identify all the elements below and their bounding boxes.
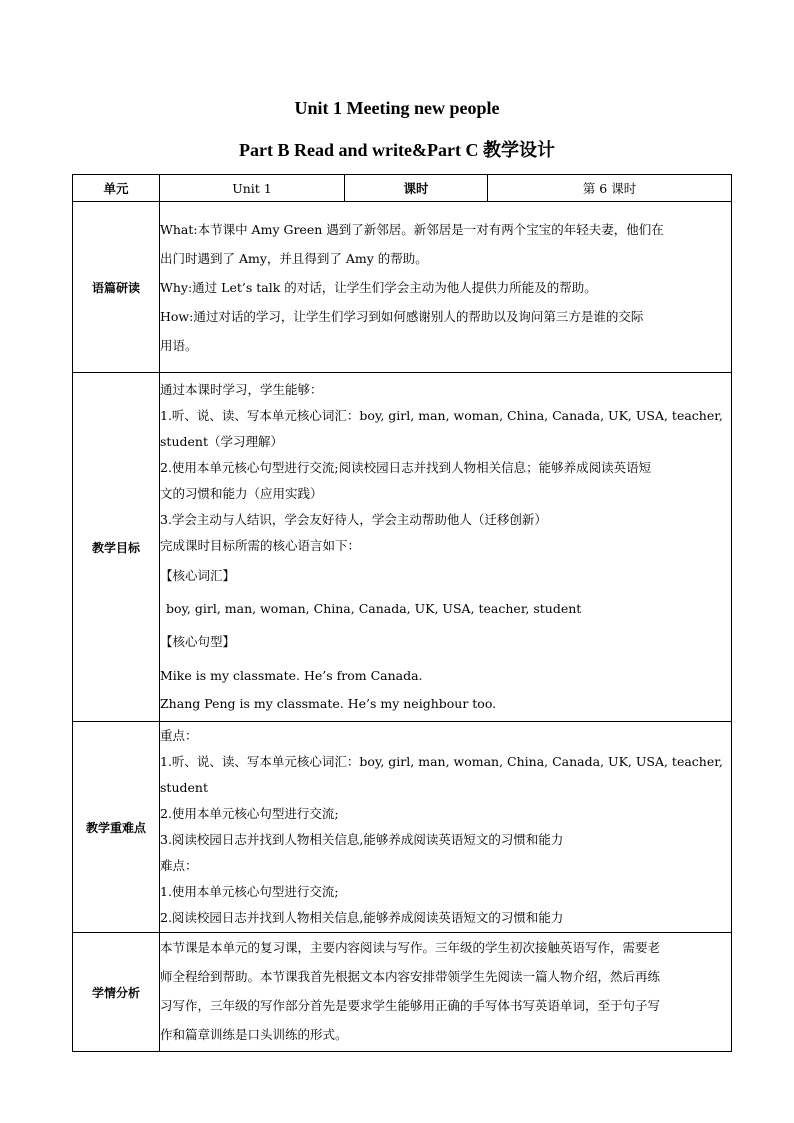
document-title: Unit 1 Meeting new people xyxy=(294,98,500,118)
period-label: 课时 xyxy=(345,175,488,202)
document-subtitle: Part B Read and write&Part C 教学设计 xyxy=(239,140,555,160)
learner-line: 习写作，三年级的写作部分首先是要求学生能够用正确的手写体书写英语单词，至于句子写 xyxy=(160,998,661,1013)
learner-analysis-content xyxy=(160,933,732,1052)
objectives-content xyxy=(160,373,732,722)
objectives-label: 教学目标 xyxy=(73,373,160,722)
analysis-line: 用语。 xyxy=(160,337,198,353)
text-analysis-content xyxy=(160,202,732,373)
learner-line: 本节课是本单元的复习课，主要内容阅读与写作。三年级的学生初次接触英语写作，需要老 xyxy=(160,940,661,955)
objective-item-1b: student（学习理解） xyxy=(160,433,283,449)
focus-item-3: 3.阅读校园日志并找到人物相关信息,能够养成阅读英语短文的习惯和能力 xyxy=(160,832,564,847)
period-value: 第 6 课时 xyxy=(488,175,732,202)
learner-line: 作和篇章训练是口头训练的形式。 xyxy=(160,1027,348,1042)
sentence-heading: 【核心句型】 xyxy=(160,633,236,649)
learner-analysis-label: 学情分析 xyxy=(73,933,160,1052)
analysis-line: How:通过对话的学习，让学生们学习到如何感谢别人的帮助以及询问第三方是谁的交际 xyxy=(160,308,644,324)
sentence-2: Zhang Peng is my classmate. He’s my neighbour too. xyxy=(160,695,497,711)
objective-item-2b: 文的习惯和能力（应用实践） xyxy=(160,485,323,501)
focus-item-2: 2.使用本单元核心句型进行交流; xyxy=(160,806,339,821)
core-language-intro: 完成课时目标所需的核心语言如下： xyxy=(160,537,361,553)
objective-item-3: 3.学会主动与人结识，学会友好待人，学会主动帮助他人（迁移创新） xyxy=(160,511,547,527)
lesson-plan-table xyxy=(72,174,732,1052)
vocab-heading: 【核心词汇】 xyxy=(160,567,236,583)
analysis-line: 出门时遇到了 Amy，并且得到了 Amy 的帮助。 xyxy=(160,250,428,266)
objectives-intro: 通过本课时学习，学生能够： xyxy=(160,381,323,397)
sentence-1: Mike is my classmate. He’s from Canada. xyxy=(160,667,423,683)
key-points-content xyxy=(160,722,732,933)
text-analysis-label: 语篇研读 xyxy=(73,202,160,373)
vocab-list: boy, girl, man, woman, China, Canada, UK, USA, teacher, student xyxy=(166,600,582,616)
learner-line: 师全程给到帮助。本节课我首先根据文本内容安排带领学生先阅读一篇人物介绍，然后再练 xyxy=(160,969,661,984)
unit-label: 单元 xyxy=(73,175,160,202)
focus-item-1a: 1.听、说、读、写本单元核心词汇：boy, girl, man, woman, China, Canada, UK, USA, teacher, xyxy=(160,754,723,769)
text-analysis-row xyxy=(73,202,732,373)
objectives-row xyxy=(73,373,732,722)
learner-analysis-row xyxy=(73,933,732,1052)
key-points-row xyxy=(73,722,732,933)
unit-value: Unit 1 xyxy=(160,175,345,202)
key-points-label: 教学重难点 xyxy=(73,722,160,933)
focus-item-1b: student xyxy=(160,780,208,795)
objective-item-2a: 2.使用本单元核心句型进行交流;阅读校园日志并找到人物相关信息；能够养成阅读英语短 xyxy=(160,459,652,475)
header-row xyxy=(73,175,732,202)
difficulty-item-2: 2.阅读校园日志并找到人物相关信息,能够养成阅读英语短文的习惯和能力 xyxy=(160,910,564,925)
difficulty-item-1: 1.使用本单元核心句型进行交流; xyxy=(160,884,339,899)
objective-item-1a: 1.听、说、读、写本单元核心词汇：boy, girl, man, woman, China, Canada, UK, USA, teacher, xyxy=(160,407,723,423)
analysis-line: What:本节课中 Amy Green 遇到了新邻居。新邻居是一对有两个宝宝的年轻夫妻，他们在 xyxy=(160,221,664,237)
analysis-line: Why:通过 Let’s talk 的对话，让学生们学会主动为他人提供力所能及的帮助。 xyxy=(160,279,597,295)
difficulty-heading: 难点： xyxy=(160,858,198,873)
focus-heading: 重点： xyxy=(160,728,198,743)
